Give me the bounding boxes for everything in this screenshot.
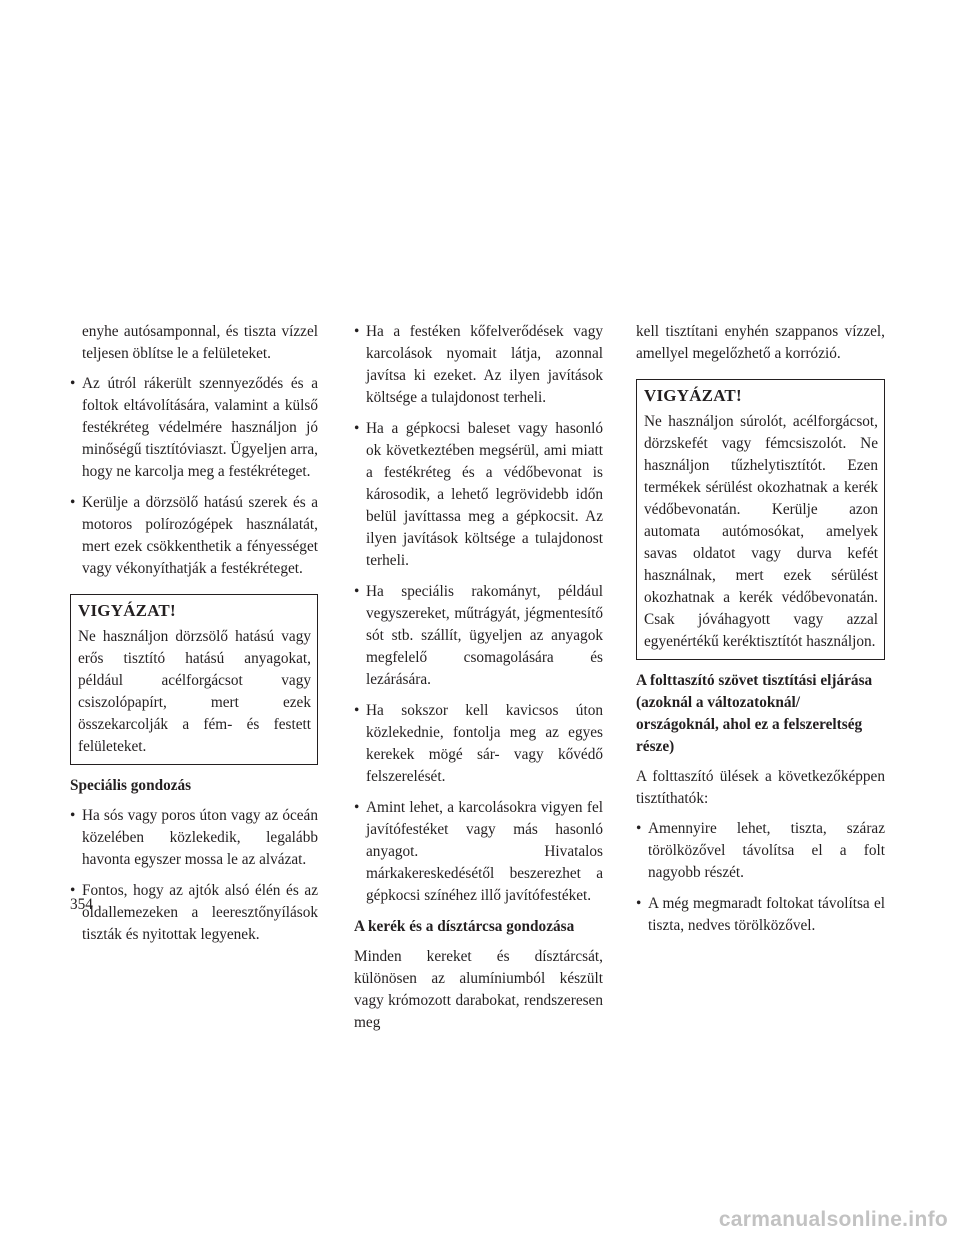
- section-heading: Speciális gondozás: [70, 777, 192, 794]
- column-left: [70, 321, 318, 955]
- list-item: • Ha a gépkocsi baleset vagy hasonló ok következtében megsérül, ami miatt a festékréteg és a védőbevonat is károsodik, a lehető legrövidebb időn belül javíttassa meg a gépkocsit. Az ilyen javítások költsége a tulajdonost terheli.: [354, 418, 603, 572]
- list-item: • Kerülje a dörzsölő hatású szerek és a motoros polírozógépek használatát, mert ezek csökkenthetik a fényességet vagy vékonyíthatják a festékréteget.: [70, 492, 318, 580]
- warning-box: [70, 594, 318, 765]
- list-item: • Ha sokszor kell kavicsos úton közlekednie, fontolja meg az egyes kerekek mögé sár- vagy kővédő felszerelését.: [354, 700, 603, 788]
- warning-box: [636, 379, 885, 660]
- warning-title: VIGYÁZAT!: [644, 386, 742, 405]
- bullet-list: [70, 805, 318, 946]
- list-item: • A még megmaradt foltokat távolítsa el tiszta, nedves törölközővel.: [636, 893, 885, 937]
- list-item: • Ha sós vagy poros úton vagy az óceán közelében közlekedik, legalább havonta egyszer mossa le az alvázat.: [70, 805, 318, 871]
- list-item: • Amint lehet, a karcolásokra vigyen fel javítófestéket vagy más hasonló anyagot. Hivatalos márkakereskedésétől beszerezhet a gépkocsi színéhez illő javítófestéket.: [354, 797, 603, 907]
- column-right: [636, 321, 885, 946]
- warning-text: Ne használjon súrolót, acélforgácsot, dörzskefét vagy fémcsiszolót. Ne használjon tűzhelytisztítót. Ezen termékek sérülést okozhatnak a kerék védőbevonatán. Kerülje azon automata autómosókat, amelyek savas oldatot vagy durva kefét használnak, mert ezek sérülést okozhatnak a kerék védőbevonatán. Csak jóváhagyott vagy azzal egyenértékű keréktisztítót használjon.: [644, 413, 878, 650]
- watermark: carmanualsonline.info: [718, 1208, 948, 1231]
- list-item: • Fontos, hogy az ajtók alsó élén és az oldallemezeken a leeresztőnyílások tiszták és nyitottak legyenek.: [70, 880, 318, 946]
- paragraph: Minden kereket és dísztárcsát, különösen az alumíniumból készült vagy krómozott darabokat, rendszeresen meg: [354, 948, 603, 1031]
- bullet-list: [70, 373, 318, 580]
- paragraph: A folttaszító ülések a következőképpen tisztíthatók:: [636, 768, 885, 807]
- warning-title: VIGYÁZAT!: [78, 601, 176, 620]
- section-heading: A folttaszító szövet tisztítási eljárása (azoknál a változatoknál/ országoknál, ahol ez a felszereltség része): [636, 672, 873, 755]
- paragraph: kell tisztítani enyhén szappanos vízzel, amellyel megelőzhető a korrózió.: [636, 323, 885, 362]
- list-item: • Ha a festéken kőfelverődések vagy karcolások nyomait látja, azonnal javítsa ki ezeket. Az ilyen javítások költsége a tulajdonost terheli.: [354, 321, 603, 409]
- warning-text: Ne használjon dörzsölő hatású vagy erős tisztító hatású anyagokat, például acélforgácsot vagy csiszolópapírt, mert ezek összekarcolják a fém- és festett felületeket.: [78, 628, 311, 755]
- section-heading: A kerék és a dísztárcsa gondozása: [354, 918, 575, 935]
- list-item: • Ha speciális rakományt, például vegyszereket, műtrágyát, jégmentesítő sót stb. szállít, ügyeljen az anyagok megfelelő csomagolására és lezárására.: [354, 581, 603, 691]
- bullet-list: [354, 321, 603, 907]
- list-item: • Amennyire lehet, tiszta, száraz törölközővel távolítsa el a folt nagyobb részét.: [636, 818, 885, 884]
- bullet-list: [636, 818, 885, 937]
- page-number: 354: [70, 896, 93, 913]
- column-middle: [354, 321, 603, 1042]
- continued-text: enyhe autósamponnal, és tiszta vízzel teljesen öblítse le a felületeket.: [82, 323, 318, 362]
- list-item: • Az útról rákerült szennyeződés és a foltok eltávolítására, valamint a külső festékréteg védelmére használjon jó minőségű tisztítóviaszt. Ügyeljen arra, hogy ne karcolja meg a festékréteget.: [70, 373, 318, 483]
